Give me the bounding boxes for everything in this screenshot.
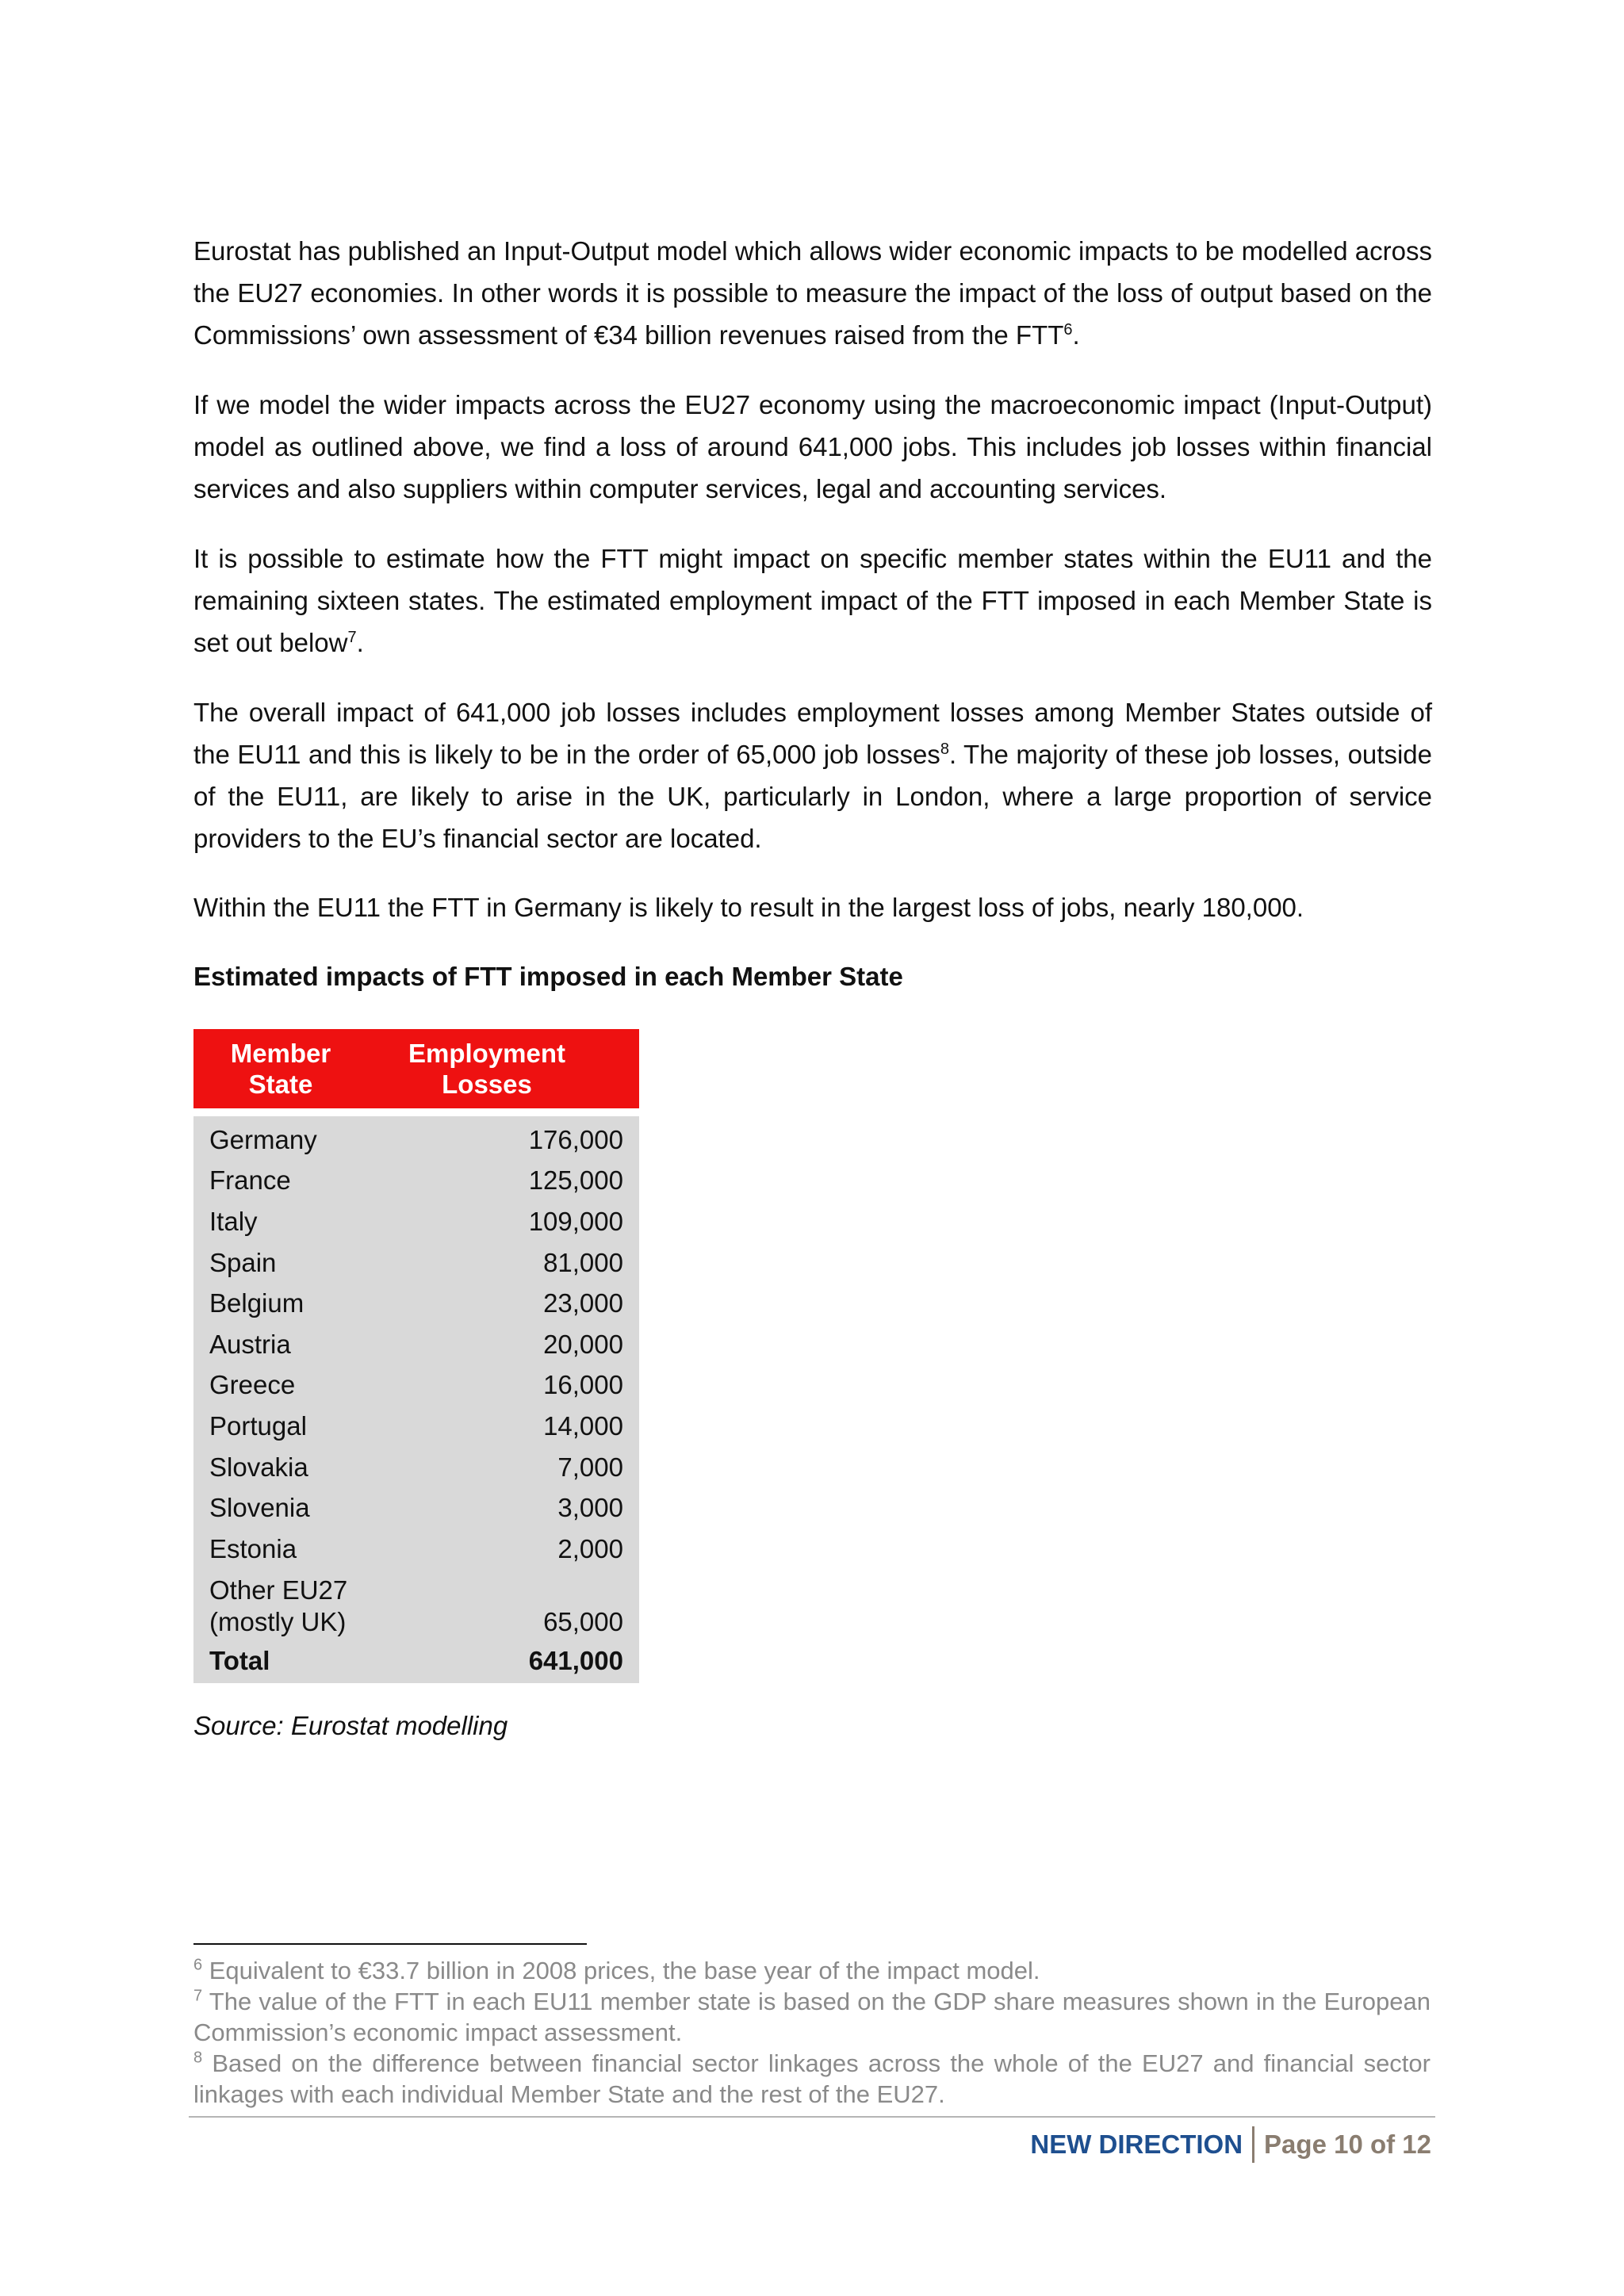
- table-row: Slovenia 3,000: [209, 1493, 623, 1523]
- table-row-other: Other EU27 (mostly UK) 65,000: [209, 1575, 623, 1636]
- paragraph-germany: Within the EU11 the FTT in Germany is likely to result in the largest loss of jobs, nearly 180,000.: [193, 893, 1304, 922]
- table-title: Estimated impacts of FTT imposed in each Member State: [193, 962, 903, 991]
- table-row: Belgium 23,000: [209, 1288, 623, 1318]
- paragraph-wider-impacts: If we model the wider impacts across the EU27 economy using the macroeconomic impact (Input-Output) model as outlined above, we find a loss of around 641,000 jobs. This includes job losses within financial services and also suppliers within computer services, legal and accounting services.: [193, 390, 1432, 503]
- table-row: Germany 176,000: [209, 1124, 623, 1154]
- table-row: Austria 20,000: [209, 1329, 623, 1359]
- table-row-total: Total 641,000: [209, 1646, 623, 1676]
- employment-losses-table: [193, 1029, 639, 1683]
- table-row: Portugal 14,000: [209, 1410, 623, 1441]
- table-row: France 125,000: [209, 1165, 623, 1196]
- footnote-7: $^7$ The value of the FTT in each EU11 member state is based on the GDP share measures shown in the European Commission’s economic impact assessment.: [193, 1987, 1431, 2046]
- page-number: Page 10 of 12: [1264, 2130, 1431, 2159]
- paragraph-overall-impact: The overall impact of 641,000 job losses includes employment losses among Member States outside of the EU11 and this is likely to be in the order of 65,000 job losses$^8$. The majority of these job losses, outside of the EU11, are likely to arise in the UK, particularly in London, where a large proportion of service providers to the EU’s financial sector are located.: [193, 698, 1432, 853]
- footnote-ref-6: 6: [1063, 321, 1073, 339]
- table-row: Estonia 2,000: [209, 1533, 623, 1563]
- table-row: Greece 16,000: [209, 1370, 623, 1400]
- footer-brand: NEW DIRECTION: [1030, 2130, 1243, 2159]
- header-divider: [193, 1108, 639, 1116]
- paragraph-eurostat-model: Eurostat has published an Input-Output model which allows wider economic impacts to be modelled across the EU27 economies. In other words it is possible to measure the impact of the loss of output based on the Commissions’ own assessment of €34 billion revenues raised from the FTT$^6$.: [193, 236, 1432, 350]
- paragraph-member-states: It is possible to estimate how the FTT might impact on specific member states within the EU11 and the remaining sixteen states. The estimated employment impact of the FTT imposed in each Member State is set out below$^7$.: [193, 544, 1432, 657]
- footnotes: [193, 1955, 1431, 2110]
- footnote-6: $^6$ Equivalent to €33.7 billion in 2008 prices, the base year of the impact model.: [193, 1956, 1040, 1984]
- header-member-state: Member State: [230, 1039, 331, 1099]
- footer-divider: [189, 2116, 1435, 2118]
- table-header: [193, 1029, 639, 1108]
- footer-separator: [1252, 2126, 1254, 2163]
- table-row: Spain 81,000: [209, 1247, 623, 1277]
- header-employment-losses: Employment Losses: [408, 1039, 566, 1099]
- page-footer: [1030, 2126, 1431, 2163]
- footnote-ref-8: 8: [940, 740, 949, 758]
- footnote-ref-7: 7: [347, 629, 357, 646]
- table-source: Source: Eurostat modelling: [193, 1711, 508, 1740]
- footnote-8: $^8$ Based on the difference between financial sector linkages across the whole of the EU27 and financial sector linkages with each individual Member State and the rest of the EU27.: [193, 2049, 1431, 2108]
- footnote-divider: [193, 1943, 587, 1945]
- table-row: Slovakia 7,000: [209, 1452, 623, 1482]
- table-body: [193, 1116, 639, 1683]
- table-row: Italy 109,000: [209, 1206, 623, 1236]
